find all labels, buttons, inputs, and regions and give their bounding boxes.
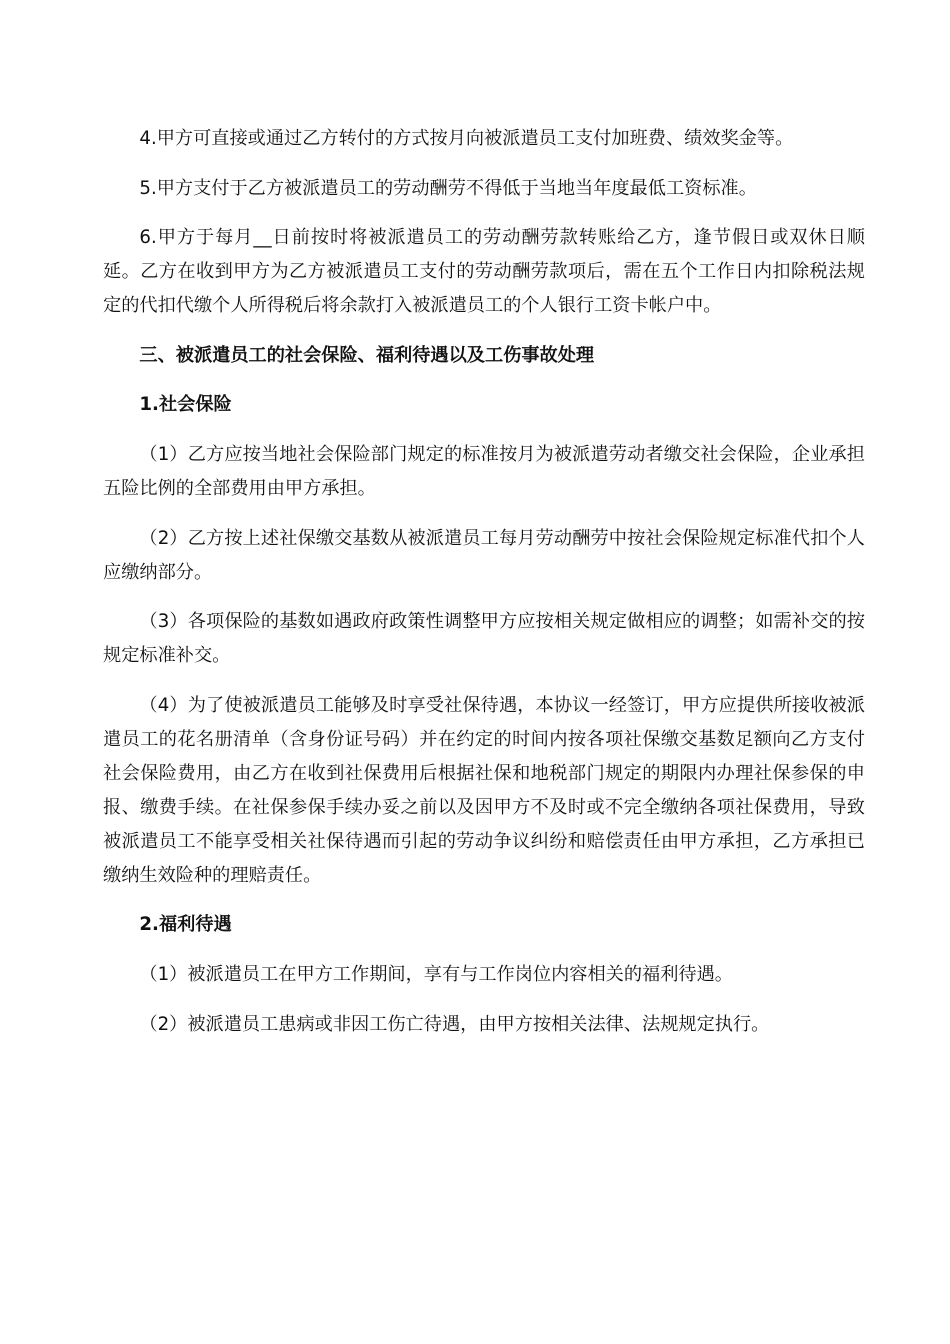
paragraph-welfare-item-2: （2）被派遣员工患病或非因工伤亡待遇，由甲方按相关法律、法规规定执行。 (139, 1013, 770, 1035)
paragraph-insurance-item-3: （3）各项保险的基数如遇政府政策性调整甲方应按相关规定做相应的调整；如需补交的按规定标准补交。 (103, 611, 865, 667)
paragraph-insurance-item-4: （4）为了使被派遣员工能够及时享受社保待遇，本协议一经签订，甲方应提供所接收被派遣员工的花名册清单（含身份证号码）并在约定的时间内按各项社保缴交基数足额向乙方支付社会保险费用，由乙方在收到社保费用后根据社保和地税部门规定的期限内办理社保参保的申报、缴费手续。在社保参保手续办妥之前以及因甲方不及时或不完全缴纳各项社保费用，导致被派遣员工不能享受相关社保待遇而引起的劳动争议纠纷和赔偿责任由甲方承担，乙方承担已缴纳生效险种的理赔责任。 (103, 694, 865, 886)
document-body (103, 122, 865, 1057)
paragraph-insurance-item-2: （2）乙方按上述社保缴交基数从被派遣员工每月劳动酬劳中按社会保险规定标准代扣个人应缴纳部分。 (103, 527, 865, 583)
section-heading-social-insurance-welfare: 三、被派遣员工的社会保险、福利待遇以及工伤事故处理 (139, 344, 595, 366)
paragraph-minimum-wage: 5.甲方支付于乙方被派遣员工的劳动酬劳不得低于当地当年度最低工资标准。 (139, 177, 757, 199)
subheading-social-insurance: 1.社会保险 (139, 394, 232, 416)
paragraph-monthly-transfer: 6.甲方于每月__日前按时将被派遣员工的劳动酬劳款转账给乙方，逢节假日或双休日顺延。乙方在收到甲方为乙方被派遣员工支付的劳动酬劳款项后，需在五个工作日内扣除税法规定的代扣代缴个人所得税后将余款打入被派遣员工的个人银行工资卡帐户中。 (103, 227, 865, 317)
paragraph-insurance-item-1: （1）乙方应按当地社会保险部门规定的标准按月为被派遣劳动者缴交社会保险，企业承担五险比例的全部费用由甲方承担。 (103, 443, 865, 499)
paragraph-welfare-item-1: （1）被派遣员工在甲方工作期间，享有与工作岗位内容相关的福利待遇。 (139, 963, 733, 985)
subheading-welfare: 2.福利待遇 (139, 914, 232, 936)
paragraph-overtime-payment: 4.甲方可直接或通过乙方转付的方式按月向被派遣员工支付加班费、绩效奖金等。 (139, 128, 794, 149)
